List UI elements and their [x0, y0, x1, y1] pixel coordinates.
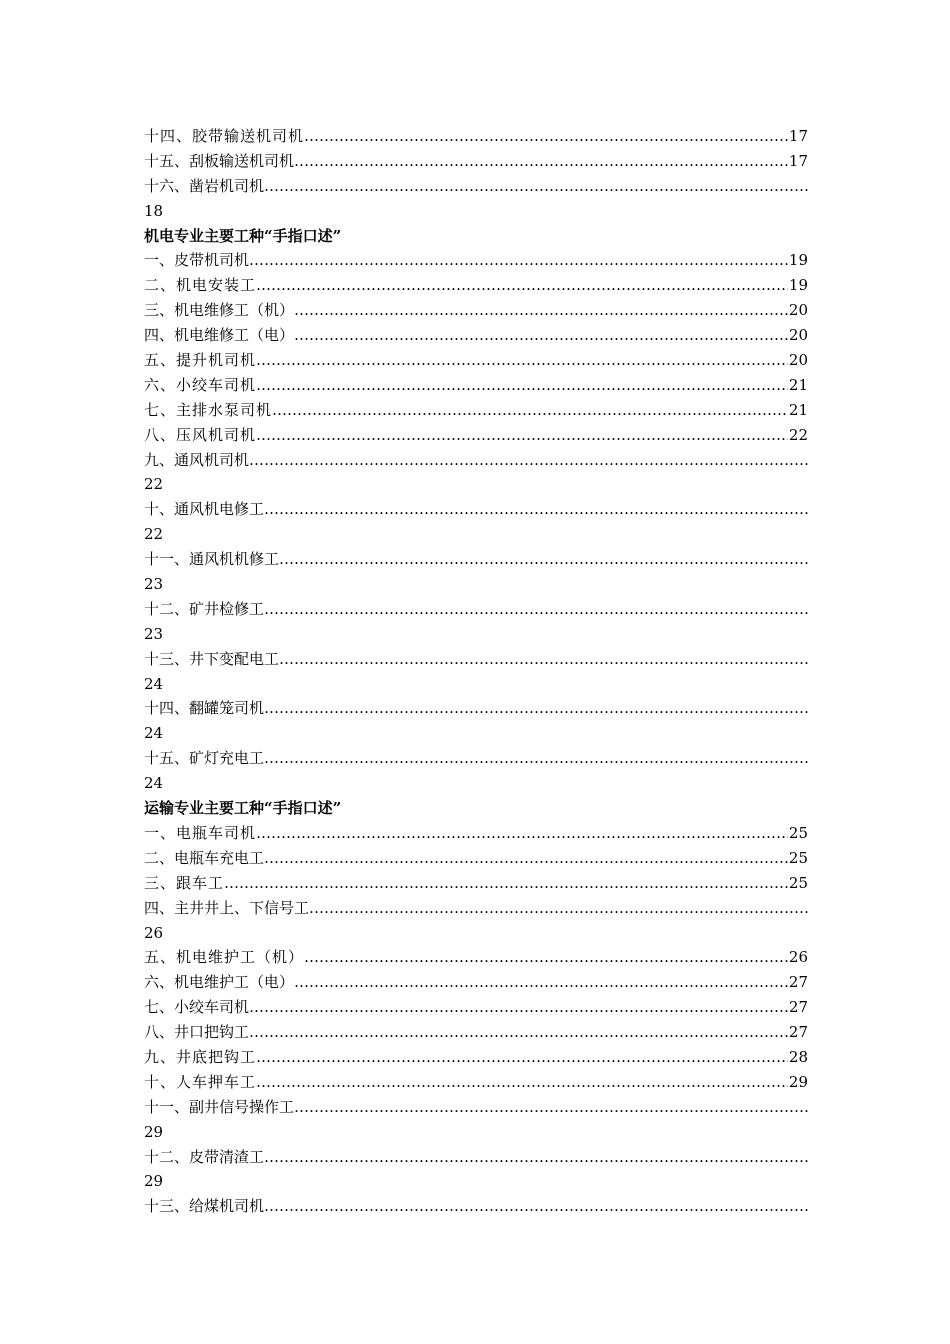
toc-page-number: 21	[788, 375, 808, 394]
toc-entry-label: 五、提升机司机	[144, 351, 257, 370]
toc-entry-label: 十五、刮板输送机司机	[144, 151, 295, 170]
toc-entry-label: 五、机电维护工（机）	[144, 948, 305, 967]
toc-entry-label: 二、电瓶车充电工	[144, 848, 265, 867]
leader-dots	[279, 547, 808, 572]
toc-entry[interactable]	[144, 995, 808, 1020]
leader-dots	[264, 1145, 808, 1170]
toc-entry-label: 十二、皮带清渣工	[144, 1147, 265, 1166]
leader-dots	[256, 1045, 788, 1070]
toc-entry-label: 六、机电维护工（电）	[144, 973, 295, 992]
leader-dots	[264, 846, 788, 871]
leader-dots	[294, 1095, 808, 1120]
toc-page-number: 23	[144, 624, 164, 643]
leader-dots	[249, 248, 788, 273]
toc-page-number: 23	[144, 575, 164, 594]
leader-dots	[304, 124, 788, 149]
toc-entry[interactable]	[144, 423, 808, 448]
toc-entry-label: 九、井底把钩工	[144, 1047, 257, 1066]
toc-entry-label: 十五、矿灯充电工	[144, 749, 265, 768]
toc-page-number: 25	[788, 823, 808, 842]
toc-entry[interactable]	[144, 298, 808, 323]
toc-page-number: 20	[788, 326, 808, 345]
toc-entry-label: 一、皮带机司机	[144, 251, 250, 270]
toc-entry-label: 九、通风机司机	[144, 450, 250, 469]
toc-entry[interactable]	[144, 1070, 808, 1095]
toc-entry[interactable]	[144, 696, 808, 721]
toc-entry-label: 十、通风机电修工	[144, 500, 265, 519]
toc-entry-label: 七、小绞车司机	[144, 998, 250, 1017]
toc-entry[interactable]	[144, 149, 808, 174]
leader-dots	[256, 348, 788, 373]
leader-dots	[256, 821, 788, 846]
toc-page-number: 28	[788, 1047, 808, 1066]
toc-page-number: 29	[144, 1122, 164, 1141]
toc-page-number: 24	[144, 674, 164, 693]
toc-entry-label: 三、跟车工	[144, 873, 225, 892]
toc-entry[interactable]	[144, 248, 808, 273]
leader-dots	[256, 373, 788, 398]
leader-dots	[304, 945, 788, 970]
leader-dots	[264, 597, 808, 622]
toc-entry[interactable]	[144, 373, 808, 398]
toc-entry-label: 十二、矿井检修工	[144, 599, 265, 618]
toc-entry[interactable]	[144, 1020, 808, 1045]
toc-entry[interactable]	[144, 497, 808, 522]
leader-dots	[256, 1070, 788, 1095]
leader-dots	[294, 970, 788, 995]
toc-entry-label: 三、机电维修工（机）	[144, 301, 295, 320]
toc-entry[interactable]	[144, 323, 808, 348]
toc-entry-label: 十一、副井信号操作工	[144, 1097, 295, 1116]
toc-page-number: 24	[144, 724, 164, 743]
toc-entry-label: 六、小绞车司机	[144, 375, 257, 394]
toc-page-number: 27	[788, 1023, 808, 1042]
toc-entry[interactable]	[144, 945, 808, 970]
leader-dots	[309, 896, 808, 921]
leader-dots	[249, 1020, 788, 1045]
toc-page-number: 29	[788, 1072, 808, 1091]
toc-entry[interactable]	[144, 174, 808, 199]
section-heading: 机电专业主要工种“手指口述”	[144, 226, 342, 245]
toc-entry[interactable]	[144, 1145, 808, 1170]
toc-entry-label: 八、压风机司机	[144, 425, 257, 444]
toc-page-number: 22	[144, 525, 164, 544]
toc-entry[interactable]	[144, 398, 808, 423]
toc-entry[interactable]	[144, 846, 808, 871]
toc-page-number: 22	[144, 475, 164, 494]
toc-page-number: 25	[788, 848, 808, 867]
leader-dots	[272, 398, 788, 423]
toc-page-number: 19	[788, 276, 808, 295]
toc-entry-label: 十、人车押车工	[144, 1072, 257, 1091]
toc-page-number: 26	[788, 948, 808, 967]
toc-entry-label: 八、井口把钩工	[144, 1023, 250, 1042]
toc-entry-label: 十四、翻罐笼司机	[144, 699, 265, 718]
toc-entry-label: 十三、井下变配电工	[144, 649, 280, 668]
leader-dots	[294, 323, 788, 348]
leader-dots	[249, 995, 788, 1020]
toc-page-number: 27	[788, 998, 808, 1017]
toc-entry[interactable]	[144, 970, 808, 995]
toc-entry[interactable]	[144, 896, 808, 921]
leader-dots	[224, 871, 788, 896]
toc-page-number: 18	[144, 201, 164, 220]
toc-entry-label: 十六、凿岩机司机	[144, 176, 265, 195]
toc-entry[interactable]	[144, 448, 808, 473]
toc-entry-label: 十一、通风机机修工	[144, 550, 280, 569]
toc-entry[interactable]	[144, 1045, 808, 1070]
toc-entry[interactable]	[144, 273, 808, 298]
leader-dots	[264, 746, 808, 771]
toc-page-number: 20	[788, 351, 808, 370]
toc-page-number: 19	[788, 251, 808, 270]
leader-dots	[264, 497, 808, 522]
toc-entry[interactable]	[144, 871, 808, 896]
toc-page-number: 29	[144, 1172, 164, 1191]
leader-dots	[264, 174, 808, 199]
toc-entry[interactable]	[144, 1095, 808, 1120]
toc-entry[interactable]	[144, 124, 808, 149]
leader-dots	[294, 149, 788, 174]
toc-page-number: 21	[788, 400, 808, 419]
toc-entry-label: 四、机电维修工（电）	[144, 326, 295, 345]
leader-dots	[264, 696, 808, 721]
toc-entry[interactable]	[144, 746, 808, 771]
section-heading: 运输专业主要工种“手指口述”	[144, 799, 342, 818]
toc-entry[interactable]	[144, 647, 808, 672]
leader-dots	[249, 448, 808, 473]
toc-page-number: 24	[144, 774, 164, 793]
toc-page-number: 25	[788, 873, 808, 892]
toc-page-number: 20	[788, 301, 808, 320]
toc-page-number: 17	[788, 151, 808, 170]
toc-entry-label: 七、主排水泵司机	[144, 400, 273, 419]
toc-entry[interactable]	[144, 821, 808, 846]
leader-dots	[294, 298, 788, 323]
toc-page-number: 26	[144, 923, 164, 942]
toc-entry[interactable]	[144, 348, 808, 373]
leader-dots	[256, 423, 788, 448]
leader-dots	[264, 1194, 808, 1219]
leader-dots	[279, 647, 808, 672]
toc-entry-label: 二、机电安装工	[144, 276, 257, 295]
toc-entry-label: 四、主井井上、下信号工	[144, 898, 310, 917]
toc-entry[interactable]	[144, 547, 808, 572]
toc-entry[interactable]	[144, 597, 808, 622]
toc-page-number: 17	[788, 127, 808, 145]
toc-entry-label: 十三、给煤机司机	[144, 1197, 265, 1216]
toc-entry-label: 十四、胶带输送机司机	[144, 127, 305, 145]
table-of-contents	[144, 124, 808, 1219]
toc-entry[interactable]	[144, 1194, 808, 1219]
toc-page-number: 22	[788, 425, 808, 444]
toc-page-number: 27	[788, 973, 808, 992]
toc-entry-label: 一、电瓶车司机	[144, 823, 257, 842]
leader-dots	[256, 273, 788, 298]
